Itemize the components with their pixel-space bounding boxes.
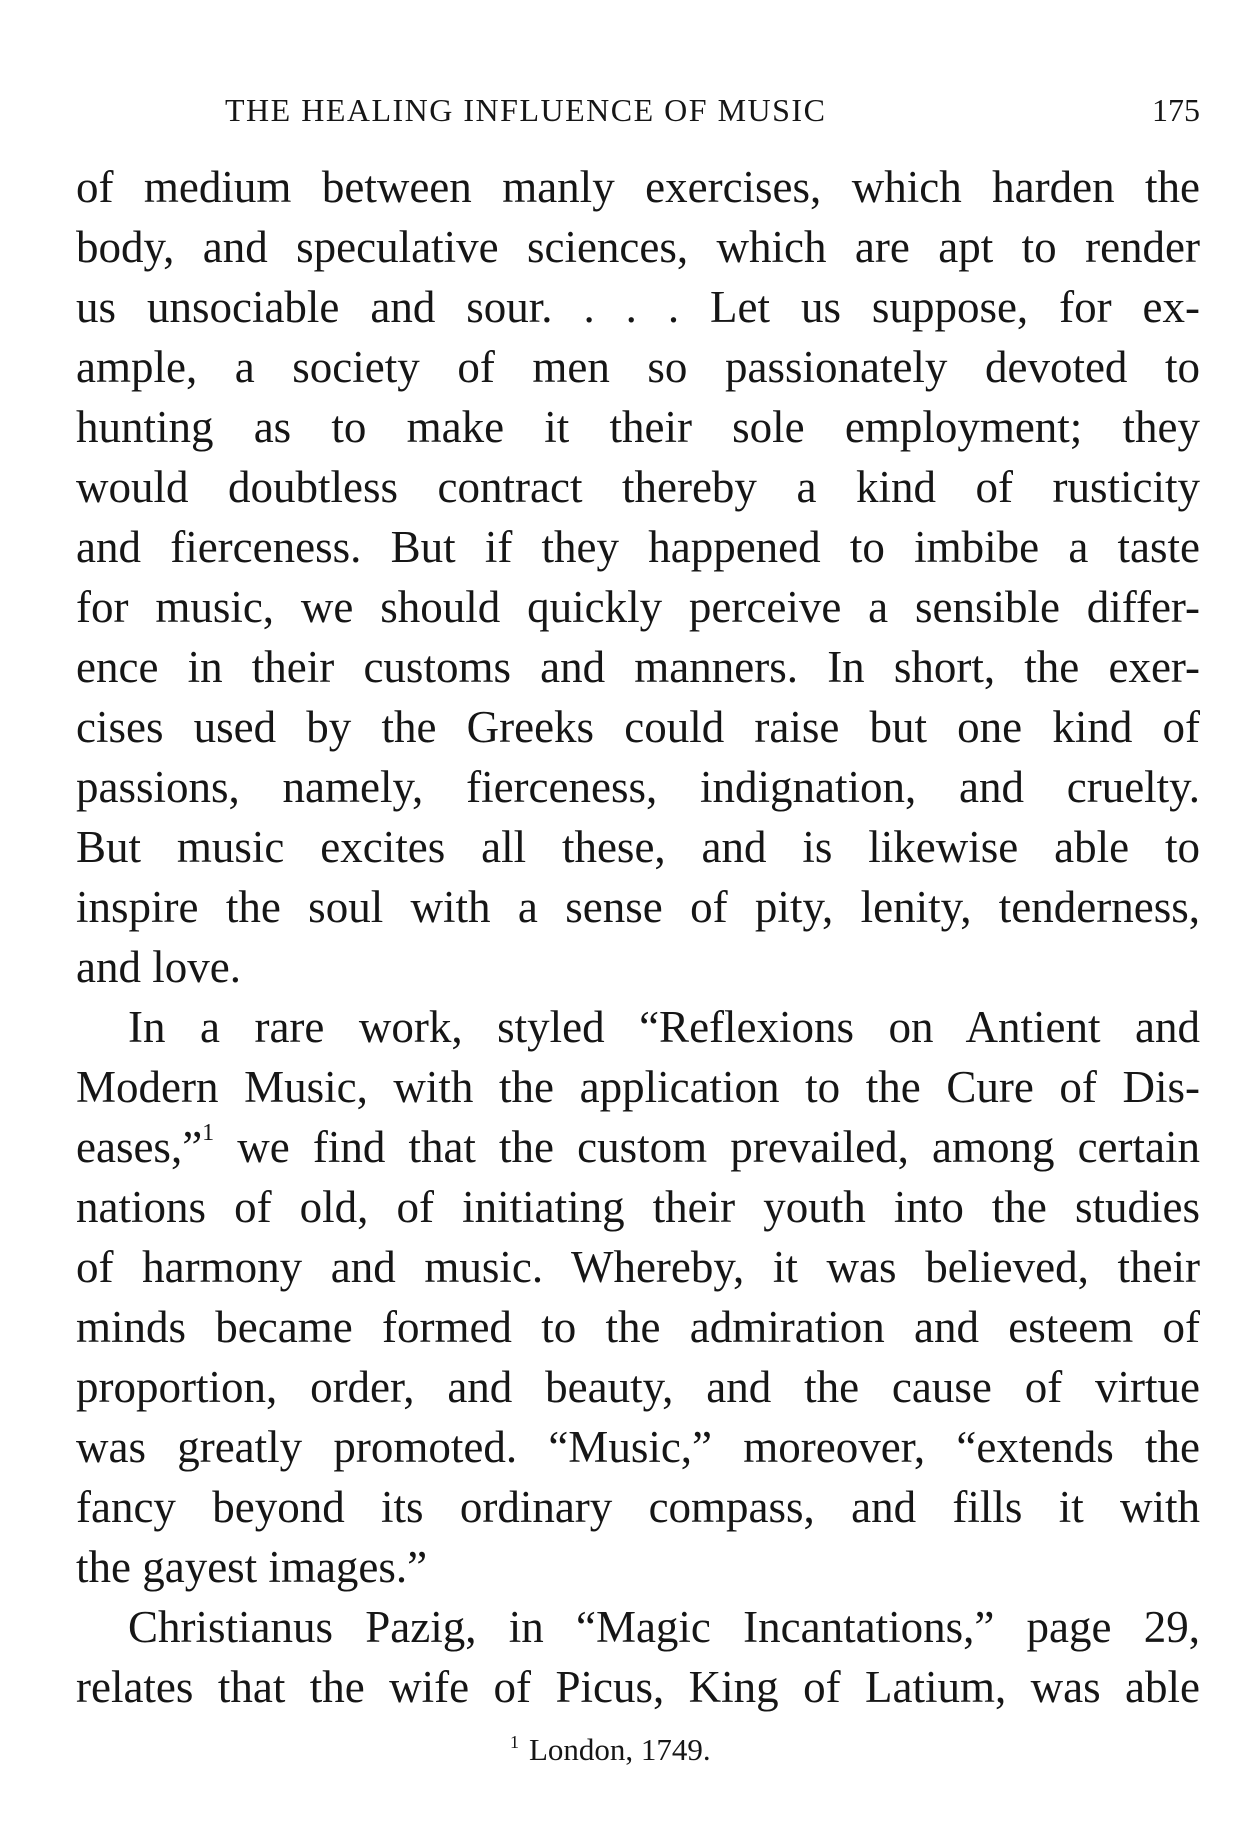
text-line: would doubtless contract thereby a kind of rusticity <box>76 462 1200 512</box>
running-head <box>225 92 1200 132</box>
text-line: fancy beyond its ordinary compass, and fills it with <box>76 1482 1200 1532</box>
text-line: nations of old, of initiating their youth into the studies <box>76 1182 1200 1232</box>
page-number: 175 <box>1152 92 1200 128</box>
text-line: of harmony and music. Whereby, it was believed, their <box>76 1242 1200 1292</box>
footnote-marker: 1 <box>510 1732 519 1752</box>
text-line: ample, a society of men so passionately devoted to <box>76 342 1200 392</box>
text-line: passions, namely, fierceness, indignation, and cruelty. <box>76 762 1200 812</box>
text-line: was greatly promoted. “Music,” moreover, “extends the <box>76 1422 1200 1472</box>
text-line: the gayest images.” <box>76 1542 428 1592</box>
running-head-title: THE HEALING INFLUENCE OF MUSIC <box>225 92 827 128</box>
footnote-text: London, 1749. <box>529 1732 711 1767</box>
text-line: Modern Music, with the application to the Cure of Dis- <box>76 1062 1200 1112</box>
paragraph-first-line: In a rare work, styled “Reflexions on Antient and <box>128 1002 1200 1052</box>
text-line: for music, we should quickly perceive a sensible differ- <box>76 582 1200 632</box>
text-line: hunting as to make it their sole employment; they <box>76 402 1200 452</box>
text-line: minds became formed to the admiration and esteem of <box>76 1302 1200 1352</box>
text-line: proportion, order, and beauty, and the cause of virtue <box>76 1362 1200 1412</box>
text-line: of medium between manly exercises, which harden the <box>76 162 1200 212</box>
footnote <box>510 1730 711 1770</box>
line-text: eases,” <box>76 1122 203 1172</box>
body-text <box>76 157 1200 1717</box>
text-line: and fierceness. But if they happened to imbibe a taste <box>76 522 1200 572</box>
footnote-reference: 1 <box>202 1120 215 1146</box>
text-line: us unsociable and sour. . . . Let us suppose, for ex- <box>76 282 1200 332</box>
text-line: body, and speculative sciences, which are apt to render <box>76 222 1200 272</box>
text-line-with-footnote-ref <box>76 1117 1200 1177</box>
text-line: and love. <box>76 942 241 992</box>
text-line: cises used by the Greeks could raise but one kind of <box>76 702 1200 752</box>
text-line: But music excites all these, and is likewise able to <box>76 822 1200 872</box>
text-line: relates that the wife of Picus, King of Latium, was able <box>76 1662 1200 1712</box>
text-line: ence in their customs and manners. In short, the exer- <box>76 642 1200 692</box>
paragraph-first-line: Christianus Pazig, in “Magic Incantations,” page 29, <box>128 1602 1200 1652</box>
line-text: we find that the custom prevailed, among certain <box>214 1122 1200 1172</box>
text-line: inspire the soul with a sense of pity, lenity, tenderness, <box>76 882 1200 932</box>
